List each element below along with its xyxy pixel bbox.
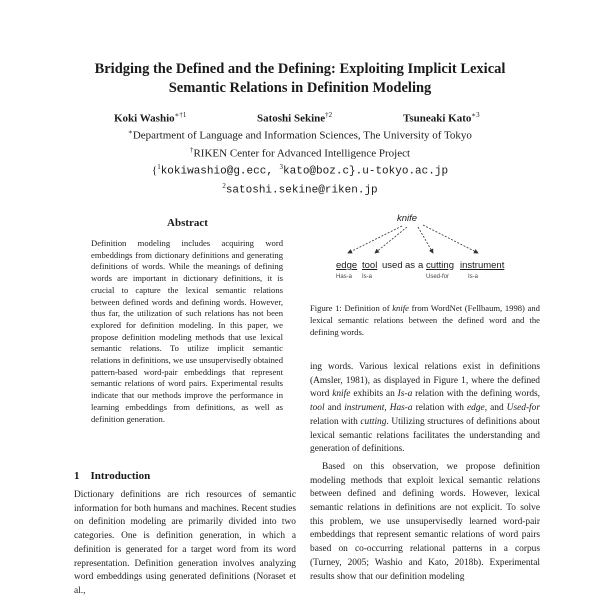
relation-label: Is-a — [362, 274, 373, 280]
paragraph: ing words. Various lexical relations exist in definitions (Amsler, 1981), as displayed in Figure 1, where the defined word knife exhibits an Is-a relation with the defining words, tool and instrument, Has-a relation with edge, and Used-for relation with cutting. Utilizing structures of definitions about lexical semantic relations facilitates the understanding and generation of definitions. — [310, 362, 541, 455]
section-title: Introduction — [90, 470, 151, 482]
figure-defined-word: knife — [397, 213, 418, 224]
section-number: 1 — [74, 470, 80, 482]
relation-label: Has-a — [336, 274, 353, 280]
title-line-2: Semantic Relations in Definition Modeling — [168, 80, 432, 96]
email-line-1: {$^1$kokiwashio@g.ecc, $^3$kato@boz.c}.u-tokyo.ac.jp — [151, 163, 449, 178]
affiliation-1: ∗Department of Language and Information Sciences, The University of Tokyo — [128, 128, 472, 142]
figure-arrows — [310, 205, 540, 300]
relation-label: Is-a — [468, 274, 479, 280]
author-washio: Koki Washio$^{∗\dagger 1}$ — [114, 111, 187, 125]
author-sekine: Satoshi Sekine$^{\dagger 2}$ — [257, 111, 333, 125]
figure-word-as: as — [405, 260, 416, 271]
figure-word-instrument: instrument — [460, 260, 505, 271]
figure-word-a: a — [418, 260, 424, 271]
abstract-heading: Abstract — [167, 217, 208, 229]
arrow-to-edge — [348, 226, 402, 253]
introduction-text: Dictionary definitions are rich resources of semantic information for both humans and machines. Recent studies on definition modeling are primarily divided into two categories. One is definition generation, in which a definition is generated for a target word from its word representation. Definition generation involves analyzing word embeddings using generated definitions (Noraset et al., — [74, 490, 296, 596]
relation-label: Used-for — [426, 274, 450, 280]
author-kato: Tsuneaki Kato$^{∗3}$ — [403, 111, 480, 125]
arrow-to-instrument — [423, 225, 478, 253]
affiliations — [0, 125, 600, 198]
affiliation-2: †RIKEN Center for Advanced Intelligence Project — [189, 145, 411, 160]
title-line-1: Bridging the Defined and the Defining: Exploiting Implicit Lexical — [94, 61, 506, 77]
abstract-text: Definition modeling includes acquiring word embeddings from dictionary definitions and generating definitions of words. While the meanings of defining words are important in dictionary definitions, it is crucial to capture the lexical semantic relations between defined words and defining words. However, thus far, the utilization of such relations has not been explored for definition modeling. In this paper, we propose definition modeling methods that use lexical semantic relations. To utilize implicit semantic relations in definitions, we use unsupervisedly obtained pattern-based word-pair embeddings that represent semantic relations of word pairs. Experimental results indicate that our methods improve the performance in learning embeddings from definitions, as well as definition generation. — [91, 238, 283, 424]
right-column-text — [310, 361, 540, 584]
figure-word-tool: tool — [362, 260, 378, 271]
figure-1 — [310, 205, 540, 300]
paper-title — [0, 60, 600, 98]
email-line-2: $^2$satoshi.sekine@riken.jp — [222, 181, 378, 197]
figure-word-edge: edge — [336, 260, 358, 271]
section-heading-introduction — [74, 470, 150, 482]
paragraph: Based on this observation, we propose definition modeling methods that exploit lexical semantic relations between defined and defining words. However, lexical semantic relations in definitions are not explicit. To solve this problem, we use unsupervisedly learned word-pair embeddings that represent semantic relations of word pairs based on co-occurring relational patterns in a corpus (Turney, 2005; Washio and Kato, 2018b). Experimental results show that our definition modeling — [310, 461, 540, 582]
figure-word-cutting: cutting — [426, 260, 454, 271]
arrow-to-cutting — [418, 227, 433, 253]
figure-word-used: used — [382, 260, 403, 271]
arrow-to-tool — [375, 227, 407, 253]
figure-1-caption: Figure 1: Definition of knife from WordNet (Fellbaum, 1998) and lexical semantic relations between the defined word and the defining words. — [310, 303, 540, 338]
